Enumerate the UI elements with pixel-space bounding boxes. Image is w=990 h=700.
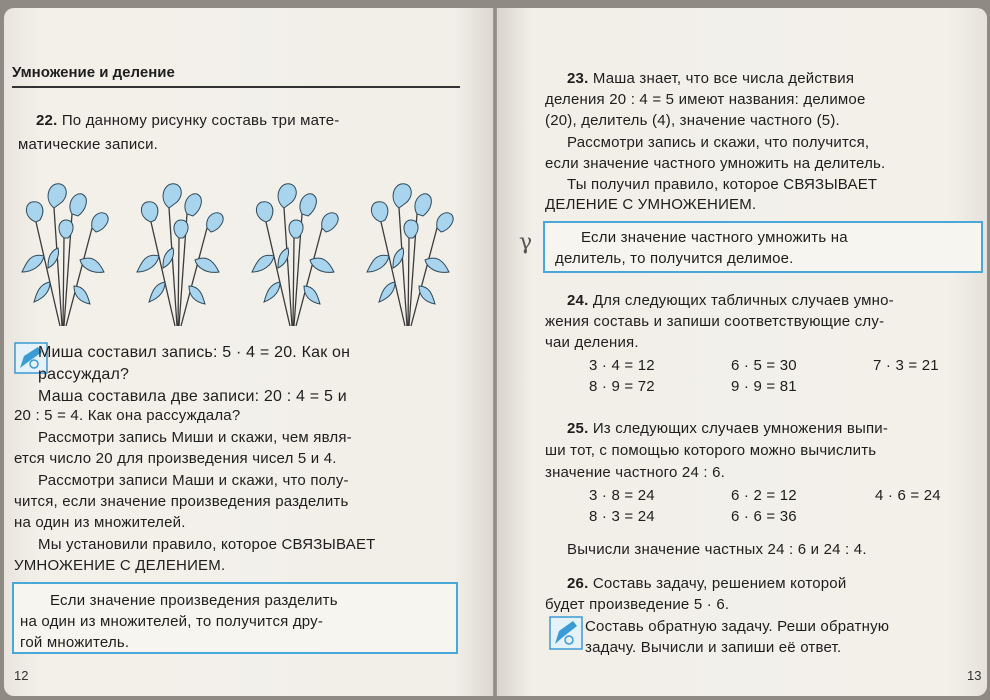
task24-eq: 6 · 5 = 30: [731, 357, 797, 374]
task25-number: 25.: [567, 420, 589, 437]
flowers-illustration: [14, 178, 454, 328]
task26-number: 26.: [567, 575, 589, 592]
task23-line1: 23. Маша знает, что все числа действия: [567, 70, 855, 87]
task24-line1: 24. Для следующих табличных случаев умно-: [567, 292, 894, 309]
task24-number: 24.: [567, 292, 589, 309]
established-rule-line2: УМНОЖЕНИЕ С ДЕЛЕНИЕМ.: [14, 557, 226, 574]
task25-line1: 25. Из следующих случаев умножения выпи-: [567, 420, 889, 437]
masha-line2: 20 : 5 = 4. Как она рассуждала?: [14, 407, 241, 424]
rule-left-line2: на один из множителей, то получится дру-: [20, 613, 324, 630]
rule-box-right: [543, 221, 983, 273]
consider-masha-line2: чится, если значение произведения разделить: [14, 493, 349, 510]
task23-line2: деления 20 : 4 = 5 имеют названия: делимое: [545, 91, 866, 108]
task25-eq: 4 · 6 = 24: [875, 487, 941, 504]
margin-mark: γ: [519, 230, 533, 255]
task23-line6: Ты получил правило, которое СВЯЗЫВАЕТ: [567, 176, 878, 193]
task23-line3: (20), делитель (4), значение частного (5).: [545, 112, 840, 129]
task25-line2: ши тот, с помощью которого можно вычислить: [545, 442, 877, 459]
task22-number: 22.: [36, 112, 58, 129]
rule-left-line1: Если значение произведения разделить: [50, 592, 338, 609]
page-number-left: 12: [14, 668, 29, 683]
task24-eq: 9 · 9 = 81: [731, 378, 797, 395]
right-page: [497, 8, 987, 696]
task24-eq: 8 · 9 = 72: [589, 378, 655, 395]
task23-line5: если значение частного умножить на делитель.: [545, 155, 886, 172]
task26-line2: будет произведение 5 · 6.: [545, 596, 730, 613]
task24-eq: 3 · 4 = 12: [589, 357, 655, 374]
consider-masha-line3: на один из множителей.: [14, 514, 186, 531]
task26-line1: 26. Составь задачу, решением которой: [567, 575, 847, 592]
task25-line3: значение частного 24 : 6.: [545, 464, 726, 481]
task23-line4: Рассмотри запись и скажи, что получится,: [567, 134, 870, 151]
left-page: [4, 8, 493, 696]
task24-line3: чаи деления.: [545, 334, 639, 351]
section-title: Умножение и деление: [12, 64, 175, 81]
page-number-right: 13: [967, 668, 982, 683]
rule-right-line2: делитель, то получится делимое.: [555, 250, 794, 267]
task23-number: 23.: [567, 70, 589, 87]
rule-left-line3: гой множитель.: [20, 634, 130, 651]
task25-eq: 8 · 3 = 24: [589, 508, 655, 525]
task22-line2: матические записи.: [18, 136, 159, 153]
rule-right-line1: Если значение частного умножить на: [581, 229, 848, 246]
consider-misha-line1: Рассмотри запись Миши и скажи, чем явля-: [38, 429, 352, 446]
task25-eq: 3 · 8 = 24: [589, 487, 655, 504]
task23-line7: ДЕЛЕНИЕ С УМНОЖЕНИЕМ.: [545, 196, 757, 213]
consider-masha-line1: Рассмотри записи Маши и скажи, что полу-: [38, 472, 349, 489]
task26-line4: задачу. Вычисли и запиши её ответ.: [585, 639, 842, 656]
consider-misha-line2: ется число 20 для произведения чисел 5 и 4.: [14, 450, 337, 467]
task24-line2: жения составь и запиши соответствующие слу-: [545, 313, 885, 330]
task24-eq: 7 · 3 = 21: [873, 357, 939, 374]
pencil-icon: [549, 616, 583, 650]
misha-line2: рассуждал?: [38, 366, 130, 383]
established-rule-line1: Мы установили правило, которое СВЯЗЫВАЕТ: [38, 536, 376, 553]
masha-line1: Маша составила две записи: 20 : 4 = 5 и: [38, 388, 347, 405]
task26-line3: Составь обратную задачу. Реши обратную: [585, 618, 890, 635]
task25-eq: 6 · 6 = 36: [731, 508, 797, 525]
misha-line1: Миша составил запись: 5 · 4 = 20. Как он: [38, 344, 351, 361]
task25-eq: 6 · 2 = 12: [731, 487, 797, 504]
task25-line4: Вычисли значение частных 24 : 6 и 24 : 4.: [567, 541, 867, 558]
rule-box-left: [12, 582, 458, 654]
task22-line1: 22. По данному рисунку составь три мате-: [36, 112, 340, 129]
section-rule: [12, 86, 460, 88]
